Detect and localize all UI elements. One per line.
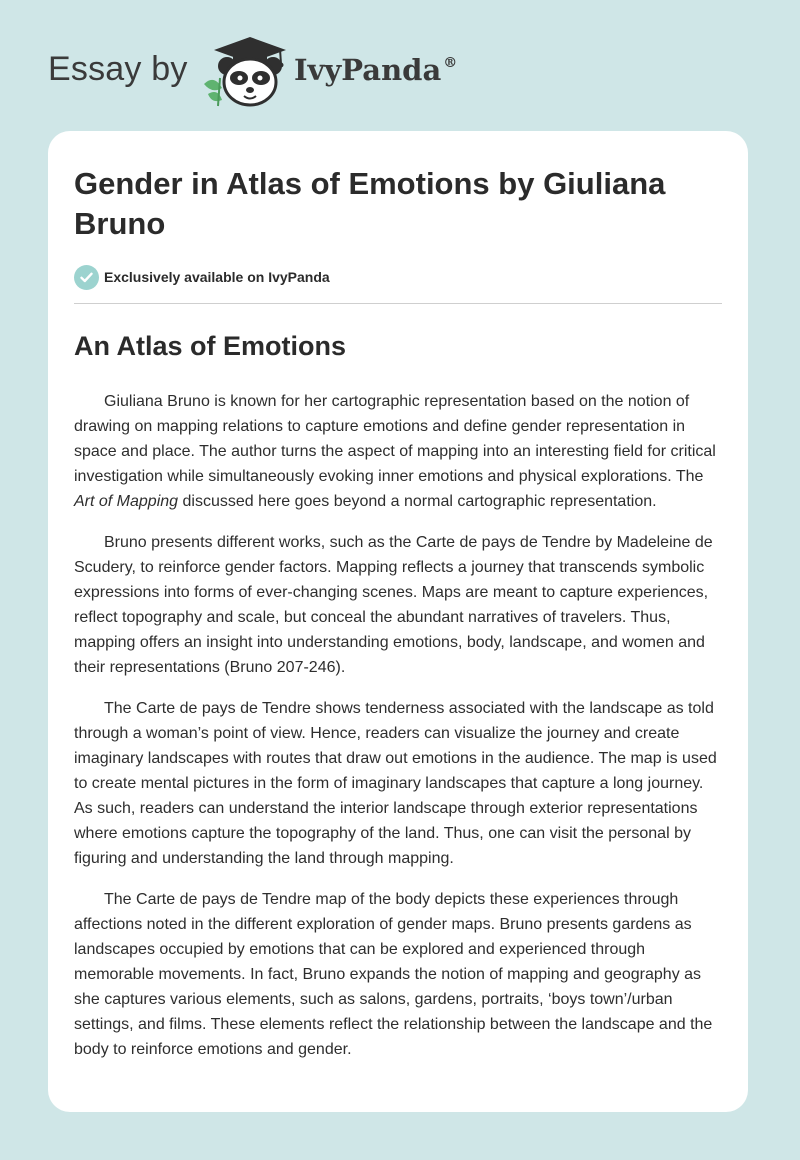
paragraph: Giuliana Bruno is known for her cartographic representation based on the notion of drawing on mapping relations to capture emotions and define gender representation in space and place. The author turns the aspect of mapping into an interesting field for critical investigation while simultaneously evoking inner emotions and physical explorations. The Art of Mapping discussed here goes beyond a normal cartographic representation. — [74, 393, 716, 510]
brand-prefix: Essay by — [48, 50, 188, 88]
divider — [74, 303, 722, 304]
section-heading: An Atlas of Emotions — [74, 331, 347, 361]
brand-name: IvyPanda ® — [294, 53, 458, 87]
essay-card — [48, 131, 748, 1112]
paragraph: The Carte de pays de Tendre map of the body depicts these experiences through affections noted in the different exploration of gender maps. Bruno presents gardens as landscapes occupied by emotions that can be explored and experienced through memorable movements. In fact, Bruno expands the notion of mapping and geography as she captures various elements, such as salons, gardens, portraits, ‘boys town’/urban settings, and films. These elements reflect the relationship between the landscape and the body to reinforce emotions and gender. — [74, 891, 713, 1058]
panda-graduate-icon — [200, 34, 292, 110]
availability-text: Exclusively available on IvyPanda — [104, 269, 330, 285]
page-title: Gender in Atlas of Emotions by Giuliana Bruno — [74, 166, 666, 241]
brand-header — [48, 30, 508, 110]
paragraph: Bruno presents different works, such as the Carte de pays de Tendre by Madeleine de Scudery, to reinforce gender factors. Mapping reflects a journey that transcends symbolic expressions into forms of ever-changing scenes. Maps are meant to capture experiences, reflect topography and scale, but conceal the abundant narratives of travelers. Thus, mapping offers an insight into understanding emotions, body, landscape, and women and their representations (Bruno 207-246). — [74, 534, 713, 676]
availability-badge — [74, 264, 722, 290]
italic-title: Art of Mapping — [74, 493, 179, 510]
paragraph: The Carte de pays de Tendre shows tenderness associated with the landscape as told through a woman’s point of view. Hence, readers can visualize the journey and create imaginary landscapes with routes that draw out emotions in the audience. The map is used to create mental pictures in the form of imaginary landscapes that capture a long journey. As such, readers can understand the interior landscape through exterior representations where emotions capture the topography of the land. Thus, one can visit the personal by figuring and understanding the land through mapping. — [74, 700, 717, 867]
check-circle-icon — [74, 265, 99, 290]
